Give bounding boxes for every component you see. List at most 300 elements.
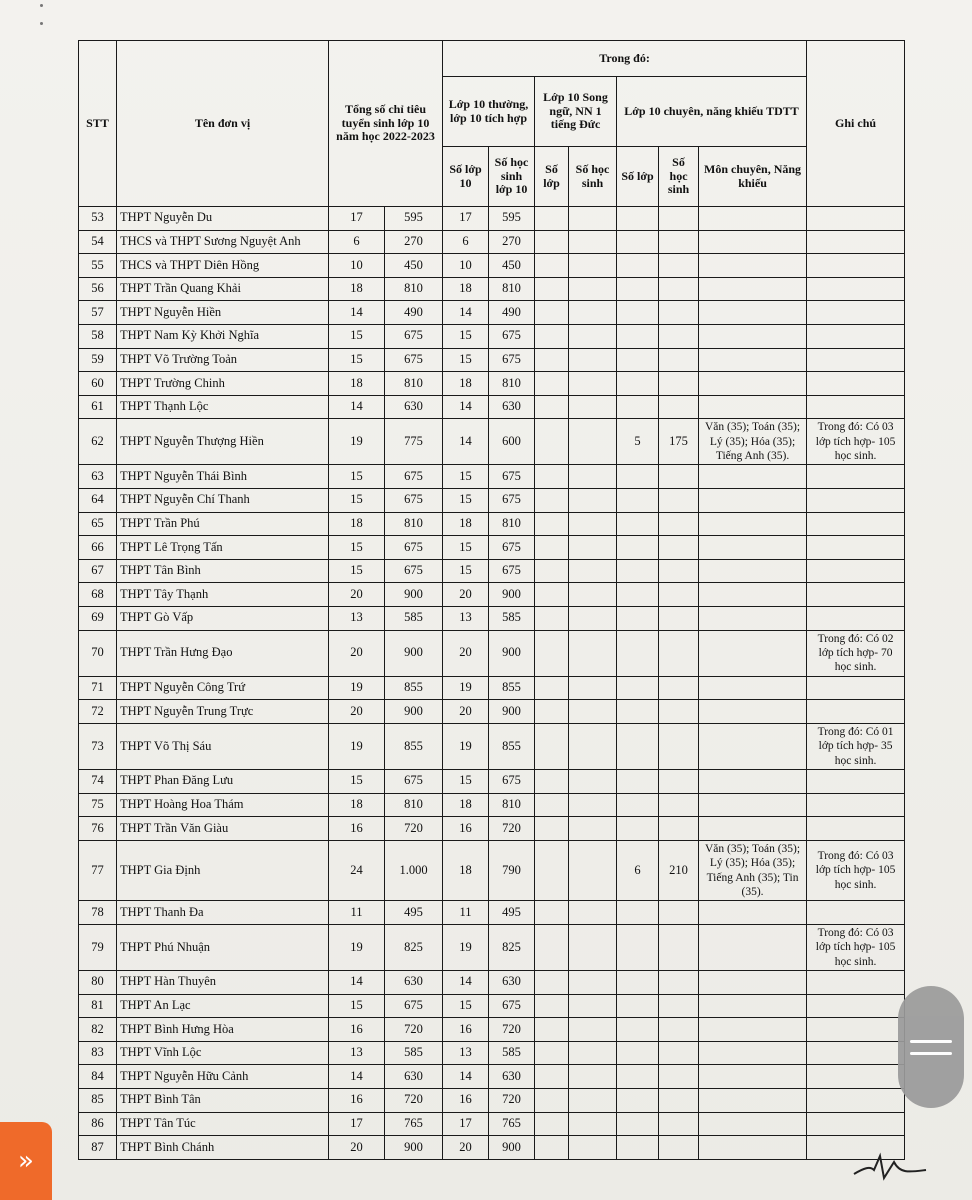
- specialized-students-cell: [659, 971, 699, 995]
- note-cell: [807, 583, 905, 607]
- bilingual-classes-cell: [535, 901, 569, 925]
- school-name-cell: THPT An Lạc: [117, 994, 329, 1018]
- table-row: [79, 207, 905, 231]
- double-chevron-right-icon: »: [18, 1146, 34, 1176]
- table-row: [79, 1136, 905, 1160]
- specialized-students-cell: [659, 254, 699, 278]
- bilingual-students-cell: [569, 770, 617, 794]
- header-so-lop-song-ngu: Số lớp: [535, 147, 569, 207]
- specialized-students-cell: [659, 559, 699, 583]
- specialized-classes-cell: [617, 324, 659, 348]
- specialized-classes-cell: [617, 489, 659, 513]
- note-cell: Trong đó: Có 02 lớp tích hợp- 70 học sinh.: [807, 630, 905, 676]
- table-row: [79, 817, 905, 841]
- stt-cell: 60: [79, 372, 117, 396]
- regular-students-cell: 720: [489, 1018, 535, 1042]
- specialized-students-cell: [659, 348, 699, 372]
- specialized-students-cell: [659, 700, 699, 724]
- stt-cell: 63: [79, 465, 117, 489]
- bilingual-students-cell: [569, 301, 617, 325]
- bilingual-classes-cell: [535, 971, 569, 995]
- school-name-cell: THPT Bình Chánh: [117, 1136, 329, 1160]
- header-so-hs-song-ngu: Số học sinh: [569, 147, 617, 207]
- total-students-cell: 675: [385, 348, 443, 372]
- bilingual-classes-cell: [535, 512, 569, 536]
- regular-students-cell: 720: [489, 1089, 535, 1113]
- total-students-cell: 765: [385, 1112, 443, 1136]
- table-row: [79, 971, 905, 995]
- bilingual-classes-cell: [535, 700, 569, 724]
- bilingual-classes-cell: [535, 1018, 569, 1042]
- stt-cell: 67: [79, 559, 117, 583]
- stt-cell: 64: [79, 489, 117, 513]
- bilingual-classes-cell: [535, 793, 569, 817]
- bilingual-students-cell: [569, 324, 617, 348]
- bilingual-students-cell: [569, 1041, 617, 1065]
- enrollment-table: [78, 40, 905, 1160]
- total-classes-cell: 17: [329, 207, 385, 231]
- specialized-students-cell: [659, 901, 699, 925]
- total-classes-cell: 14: [329, 395, 385, 419]
- specialized-classes-cell: [617, 770, 659, 794]
- stt-cell: 61: [79, 395, 117, 419]
- note-cell: [807, 489, 905, 513]
- specialized-subjects-cell: Văn (35); Toán (35); Lý (35); Hóa (35); Tiếng Anh (35).: [699, 419, 807, 465]
- specialized-students-cell: [659, 1041, 699, 1065]
- note-cell: [807, 254, 905, 278]
- table-row: [79, 301, 905, 325]
- stt-cell: 81: [79, 994, 117, 1018]
- stt-cell: 87: [79, 1136, 117, 1160]
- stt-cell: 57: [79, 301, 117, 325]
- specialized-classes-cell: [617, 994, 659, 1018]
- table-row: [79, 723, 905, 769]
- total-classes-cell: 6: [329, 230, 385, 254]
- total-students-cell: 810: [385, 512, 443, 536]
- specialized-subjects-cell: [699, 817, 807, 841]
- specialized-classes-cell: [617, 348, 659, 372]
- total-classes-cell: 18: [329, 277, 385, 301]
- note-cell: [807, 324, 905, 348]
- school-name-cell: THPT Nguyễn Hữu Cảnh: [117, 1065, 329, 1089]
- speck: [40, 4, 43, 7]
- total-classes-cell: 14: [329, 1065, 385, 1089]
- bilingual-students-cell: [569, 1089, 617, 1113]
- school-name-cell: THCS và THPT Diên Hồng: [117, 254, 329, 278]
- total-students-cell: 270: [385, 230, 443, 254]
- bilingual-classes-cell: [535, 1112, 569, 1136]
- bilingual-classes-cell: [535, 301, 569, 325]
- specialized-subjects-cell: [699, 372, 807, 396]
- specialized-students-cell: [659, 277, 699, 301]
- bilingual-classes-cell: [535, 1065, 569, 1089]
- total-classes-cell: 15: [329, 489, 385, 513]
- school-name-cell: THPT Vĩnh Lộc: [117, 1041, 329, 1065]
- specialized-classes-cell: [617, 583, 659, 607]
- school-name-cell: THPT Trần Hưng Đạo: [117, 630, 329, 676]
- regular-students-cell: 810: [489, 512, 535, 536]
- regular-classes-cell: 15: [443, 536, 489, 560]
- note-cell: [807, 770, 905, 794]
- note-cell: [807, 607, 905, 631]
- regular-classes-cell: 15: [443, 348, 489, 372]
- note-cell: [807, 1112, 905, 1136]
- specialized-subjects-cell: [699, 994, 807, 1018]
- regular-students-cell: 675: [489, 559, 535, 583]
- bilingual-students-cell: [569, 372, 617, 396]
- regular-classes-cell: 15: [443, 559, 489, 583]
- bilingual-students-cell: [569, 583, 617, 607]
- total-classes-cell: 19: [329, 676, 385, 700]
- specialized-students-cell: [659, 1065, 699, 1089]
- note-cell: [807, 1041, 905, 1065]
- specialized-subjects-cell: [699, 583, 807, 607]
- note-cell: [807, 348, 905, 372]
- regular-classes-cell: 18: [443, 372, 489, 396]
- note-cell: [807, 994, 905, 1018]
- specialized-subjects-cell: [699, 536, 807, 560]
- specialized-students-cell: [659, 630, 699, 676]
- header-mon-chuyen: Môn chuyên, Năng khiếu: [699, 147, 807, 207]
- bilingual-classes-cell: [535, 277, 569, 301]
- regular-classes-cell: 15: [443, 465, 489, 489]
- total-students-cell: 810: [385, 277, 443, 301]
- header-ghi-chu: Ghi chú: [807, 41, 905, 207]
- regular-classes-cell: 20: [443, 630, 489, 676]
- specialized-students-cell: 210: [659, 840, 699, 901]
- specialized-students-cell: [659, 324, 699, 348]
- specialized-students-cell: [659, 372, 699, 396]
- total-classes-cell: 14: [329, 971, 385, 995]
- total-classes-cell: 20: [329, 583, 385, 607]
- table-row: [79, 254, 905, 278]
- table-row: [79, 770, 905, 794]
- regular-students-cell: 855: [489, 676, 535, 700]
- bilingual-classes-cell: [535, 840, 569, 901]
- note-cell: [807, 230, 905, 254]
- bilingual-students-cell: [569, 489, 617, 513]
- total-students-cell: 775: [385, 419, 443, 465]
- bilingual-students-cell: [569, 348, 617, 372]
- specialized-subjects-cell: [699, 1089, 807, 1113]
- specialized-subjects-cell: [699, 607, 807, 631]
- specialized-students-cell: [659, 301, 699, 325]
- regular-classes-cell: 17: [443, 207, 489, 231]
- regular-classes-cell: 14: [443, 301, 489, 325]
- bilingual-students-cell: [569, 840, 617, 901]
- note-cell: [807, 277, 905, 301]
- specialized-students-cell: [659, 723, 699, 769]
- stt-cell: 79: [79, 924, 117, 970]
- specialized-classes-cell: [617, 512, 659, 536]
- specialized-subjects-cell: [699, 971, 807, 995]
- total-classes-cell: 15: [329, 465, 385, 489]
- note-cell: [807, 700, 905, 724]
- regular-classes-cell: 14: [443, 419, 489, 465]
- note-cell: [807, 512, 905, 536]
- stt-cell: 74: [79, 770, 117, 794]
- bilingual-students-cell: [569, 971, 617, 995]
- specialized-classes-cell: [617, 971, 659, 995]
- table-row: [79, 1018, 905, 1042]
- specialized-classes-cell: [617, 1089, 659, 1113]
- school-name-cell: THPT Hoàng Hoa Thám: [117, 793, 329, 817]
- regular-classes-cell: 18: [443, 840, 489, 901]
- stt-cell: 54: [79, 230, 117, 254]
- regular-classes-cell: 20: [443, 1136, 489, 1160]
- stt-cell: 53: [79, 207, 117, 231]
- specialized-students-cell: [659, 676, 699, 700]
- regular-classes-cell: 20: [443, 583, 489, 607]
- total-classes-cell: 13: [329, 1041, 385, 1065]
- regular-students-cell: 675: [489, 348, 535, 372]
- total-students-cell: 450: [385, 254, 443, 278]
- school-name-cell: THPT Nguyễn Thái Bình: [117, 465, 329, 489]
- specialized-students-cell: [659, 994, 699, 1018]
- regular-students-cell: 810: [489, 793, 535, 817]
- stt-cell: 76: [79, 817, 117, 841]
- bilingual-students-cell: [569, 924, 617, 970]
- table-row: [79, 607, 905, 631]
- specialized-classes-cell: [617, 1136, 659, 1160]
- specialized-students-cell: [659, 395, 699, 419]
- specialized-subjects-cell: [699, 1136, 807, 1160]
- bilingual-students-cell: [569, 559, 617, 583]
- specialized-classes-cell: [617, 1065, 659, 1089]
- specialized-students-cell: 175: [659, 419, 699, 465]
- note-cell: Trong đó: Có 03 lớp tích hợp- 105 học sinh.: [807, 924, 905, 970]
- regular-classes-cell: 16: [443, 1018, 489, 1042]
- specialized-students-cell: [659, 512, 699, 536]
- bilingual-students-cell: [569, 817, 617, 841]
- total-students-cell: 675: [385, 994, 443, 1018]
- stt-cell: 84: [79, 1065, 117, 1089]
- table-row: [79, 419, 905, 465]
- bilingual-classes-cell: [535, 559, 569, 583]
- header-so-hs-chuyen: Số học sinh: [659, 147, 699, 207]
- bilingual-students-cell: [569, 676, 617, 700]
- bilingual-students-cell: [569, 536, 617, 560]
- stt-cell: 72: [79, 700, 117, 724]
- total-classes-cell: 19: [329, 924, 385, 970]
- total-classes-cell: 18: [329, 793, 385, 817]
- stt-cell: 65: [79, 512, 117, 536]
- specialized-classes-cell: [617, 630, 659, 676]
- school-name-cell: THPT Tây Thạnh: [117, 583, 329, 607]
- total-students-cell: 855: [385, 723, 443, 769]
- specialized-students-cell: [659, 536, 699, 560]
- header-tong-so: Tổng số chỉ tiêu tuyển sinh lớp 10 năm học 2022-2023: [329, 41, 443, 207]
- bilingual-classes-cell: [535, 770, 569, 794]
- bilingual-classes-cell: [535, 630, 569, 676]
- specialized-students-cell: [659, 489, 699, 513]
- bilingual-students-cell: [569, 230, 617, 254]
- regular-classes-cell: 15: [443, 770, 489, 794]
- table-row: [79, 512, 905, 536]
- regular-students-cell: 630: [489, 1065, 535, 1089]
- bilingual-students-cell: [569, 512, 617, 536]
- total-students-cell: 720: [385, 1089, 443, 1113]
- school-name-cell: THPT Gia Định: [117, 840, 329, 901]
- specialized-students-cell: [659, 230, 699, 254]
- regular-classes-cell: 15: [443, 994, 489, 1018]
- bilingual-students-cell: [569, 901, 617, 925]
- bilingual-classes-cell: [535, 723, 569, 769]
- note-cell: [807, 901, 905, 925]
- header-stt: STT: [79, 41, 117, 207]
- total-classes-cell: 19: [329, 419, 385, 465]
- bilingual-classes-cell: [535, 207, 569, 231]
- table-row: [79, 583, 905, 607]
- total-classes-cell: 20: [329, 700, 385, 724]
- regular-classes-cell: 20: [443, 700, 489, 724]
- total-students-cell: 630: [385, 395, 443, 419]
- regular-classes-cell: 15: [443, 324, 489, 348]
- total-classes-cell: 16: [329, 817, 385, 841]
- note-cell: [807, 536, 905, 560]
- bilingual-students-cell: [569, 254, 617, 278]
- specialized-subjects-cell: [699, 1041, 807, 1065]
- school-name-cell: THPT Nguyễn Thượng Hiền: [117, 419, 329, 465]
- bilingual-classes-cell: [535, 465, 569, 489]
- stt-cell: 56: [79, 277, 117, 301]
- total-classes-cell: 24: [329, 840, 385, 901]
- bilingual-students-cell: [569, 419, 617, 465]
- specialized-classes-cell: [617, 607, 659, 631]
- bilingual-classes-cell: [535, 395, 569, 419]
- header-chuyen: Lớp 10 chuyên, năng khiếu TDTT: [617, 77, 807, 147]
- note-cell: [807, 395, 905, 419]
- signature-mark: [850, 1148, 930, 1188]
- total-classes-cell: 15: [329, 559, 385, 583]
- bilingual-students-cell: [569, 207, 617, 231]
- school-name-cell: THPT Võ Thị Sáu: [117, 723, 329, 769]
- specialized-classes-cell: [617, 723, 659, 769]
- specialized-classes-cell: [617, 465, 659, 489]
- specialized-students-cell: [659, 583, 699, 607]
- regular-students-cell: 630: [489, 395, 535, 419]
- specialized-students-cell: [659, 465, 699, 489]
- stt-cell: 62: [79, 419, 117, 465]
- bilingual-classes-cell: [535, 994, 569, 1018]
- bilingual-classes-cell: [535, 676, 569, 700]
- note-cell: [807, 207, 905, 231]
- school-name-cell: THPT Nam Kỳ Khởi Nghĩa: [117, 324, 329, 348]
- specialized-classes-cell: [617, 700, 659, 724]
- total-classes-cell: 15: [329, 770, 385, 794]
- regular-students-cell: 900: [489, 700, 535, 724]
- specialized-subjects-cell: [699, 770, 807, 794]
- table-row: [79, 489, 905, 513]
- bilingual-students-cell: [569, 277, 617, 301]
- total-students-cell: 595: [385, 207, 443, 231]
- regular-students-cell: 585: [489, 1041, 535, 1065]
- regular-classes-cell: 14: [443, 1065, 489, 1089]
- school-name-cell: THPT Nguyễn Chí Thanh: [117, 489, 329, 513]
- regular-classes-cell: 15: [443, 489, 489, 513]
- note-cell: [807, 372, 905, 396]
- specialized-students-cell: [659, 607, 699, 631]
- total-students-cell: 855: [385, 676, 443, 700]
- school-name-cell: THPT Nguyễn Hiền: [117, 301, 329, 325]
- regular-students-cell: 855: [489, 723, 535, 769]
- specialized-students-cell: [659, 817, 699, 841]
- bilingual-students-cell: [569, 723, 617, 769]
- table-row: [79, 536, 905, 560]
- total-classes-cell: 16: [329, 1018, 385, 1042]
- note-cell: [807, 676, 905, 700]
- header-so-lop-chuyen: Số lớp: [617, 147, 659, 207]
- total-students-cell: 900: [385, 700, 443, 724]
- header-so-lop-10: Số lớp 10: [443, 147, 489, 207]
- specialized-classes-cell: [617, 901, 659, 925]
- bilingual-students-cell: [569, 793, 617, 817]
- specialized-classes-cell: [617, 536, 659, 560]
- regular-students-cell: 600: [489, 419, 535, 465]
- total-students-cell: 675: [385, 465, 443, 489]
- school-name-cell: THPT Trần Quang Khải: [117, 277, 329, 301]
- total-classes-cell: 18: [329, 372, 385, 396]
- note-cell: Trong đó: Có 01 lớp tích hợp- 35 học sinh.: [807, 723, 905, 769]
- bilingual-classes-cell: [535, 1041, 569, 1065]
- bilingual-classes-cell: [535, 817, 569, 841]
- specialized-classes-cell: [617, 301, 659, 325]
- bilingual-classes-cell: [535, 536, 569, 560]
- specialized-subjects-cell: [699, 559, 807, 583]
- specialized-subjects-cell: [699, 324, 807, 348]
- stt-cell: 73: [79, 723, 117, 769]
- table-row: [79, 901, 905, 925]
- table-body: [79, 207, 905, 1160]
- stt-cell: 55: [79, 254, 117, 278]
- header-song-ngu: Lớp 10 Song ngữ, NN 1 tiếng Đức: [535, 77, 617, 147]
- specialized-students-cell: [659, 793, 699, 817]
- regular-students-cell: 675: [489, 770, 535, 794]
- regular-students-cell: 595: [489, 207, 535, 231]
- regular-classes-cell: 19: [443, 676, 489, 700]
- regular-classes-cell: 18: [443, 793, 489, 817]
- expand-tab-button[interactable]: [0, 1122, 52, 1200]
- total-students-cell: 675: [385, 770, 443, 794]
- school-name-cell: THPT Bình Tân: [117, 1089, 329, 1113]
- note-cell: [807, 1089, 905, 1113]
- total-students-cell: 900: [385, 583, 443, 607]
- bilingual-students-cell: [569, 630, 617, 676]
- school-name-cell: THPT Tân Bình: [117, 559, 329, 583]
- bilingual-students-cell: [569, 607, 617, 631]
- school-name-cell: THPT Trần Văn Giàu: [117, 817, 329, 841]
- specialized-students-cell: [659, 770, 699, 794]
- regular-classes-cell: 13: [443, 607, 489, 631]
- specialized-classes-cell: [617, 793, 659, 817]
- total-students-cell: 585: [385, 607, 443, 631]
- specialized-subjects-cell: [699, 630, 807, 676]
- header-lop-thuong: Lớp 10 thường, lớp 10 tích hợp: [443, 77, 535, 147]
- regular-classes-cell: 18: [443, 277, 489, 301]
- regular-classes-cell: 19: [443, 723, 489, 769]
- regular-students-cell: 900: [489, 630, 535, 676]
- regular-students-cell: 900: [489, 1136, 535, 1160]
- specialized-classes-cell: [617, 1018, 659, 1042]
- floating-menu-button[interactable]: [898, 986, 964, 1108]
- bilingual-students-cell: [569, 1018, 617, 1042]
- regular-classes-cell: 16: [443, 817, 489, 841]
- regular-classes-cell: 14: [443, 395, 489, 419]
- total-classes-cell: 20: [329, 630, 385, 676]
- bilingual-classes-cell: [535, 419, 569, 465]
- table-row: [79, 840, 905, 901]
- school-name-cell: THPT Bình Hưng Hòa: [117, 1018, 329, 1042]
